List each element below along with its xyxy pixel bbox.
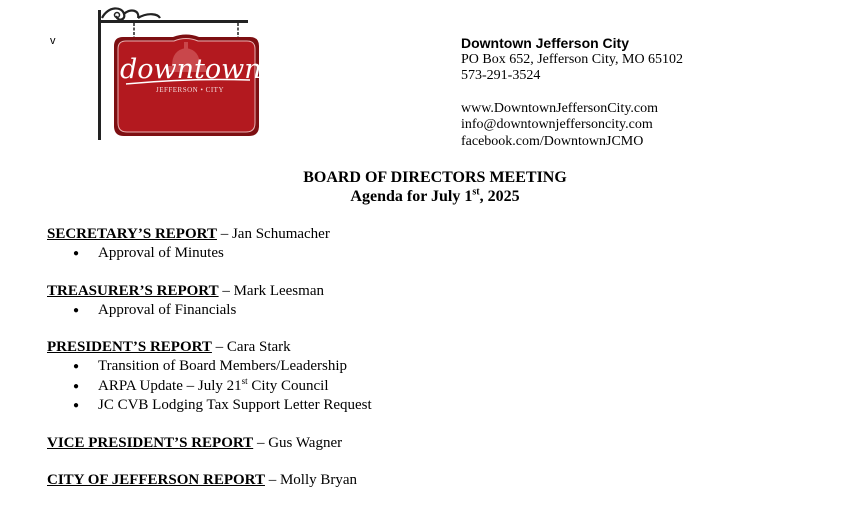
bullet-icon: ● (73, 380, 80, 392)
section-secretary-report (47, 225, 807, 264)
list-item: ● JC CVB Lodging Tax Support Letter Request (47, 396, 807, 416)
section-presenter: – Molly Bryan (264, 471, 358, 488)
bullet-icon: ● (73, 304, 80, 316)
section-heading: SECRETARY’S REPORT (47, 226, 217, 242)
address: PO Box 652, Jefferson City, MO 65102 (461, 51, 684, 67)
logo-sub-text: JEFFERSON • CITY (155, 86, 225, 94)
section-city-of-jefferson-report (47, 471, 807, 490)
email-link[interactable]: info@downtownjeffersoncity.com (461, 117, 653, 132)
section-heading: TREASURER’S REPORT (47, 282, 219, 299)
bullet-icon: ● (73, 248, 80, 259)
org-name: Downtown Jefferson City (461, 35, 630, 51)
item-list (47, 244, 807, 264)
bullet-icon: ● (73, 400, 80, 411)
section-heading: CITY OF JEFFERSON REPORT (47, 471, 265, 488)
section-treasurer-report (47, 282, 807, 321)
section-vice-president-report (47, 434, 807, 453)
list-item: ● Approval of Financials (47, 301, 807, 321)
downtown-logo (78, 4, 268, 144)
item-list (47, 301, 807, 321)
bullet-icon: ● (73, 361, 80, 372)
item-list (47, 357, 807, 416)
title-line-1: BOARD OF DIRECTORS MEETING (303, 169, 567, 186)
facebook-link[interactable]: facebook.com/DowntownJCMO (461, 133, 644, 149)
section-presenter: – Jan Schumacher (216, 226, 330, 242)
section-presenter: – Gus Wagner (253, 434, 343, 451)
contact-block (461, 35, 683, 150)
list-item: ● Transition of Board Members/Leadership (47, 357, 807, 377)
section-president-report (47, 338, 807, 416)
phone: 573-291-3524 (461, 68, 541, 83)
section-heading: PRESIDENT’S REPORT (47, 339, 212, 355)
logo-main-text: downtown (120, 54, 262, 85)
agenda (47, 225, 807, 508)
list-item: ● ARPA Update – July 21st City Council (47, 377, 807, 397)
list-item: ● Approval of Minutes (47, 244, 807, 264)
section-presenter: – Mark Leesman (218, 282, 324, 299)
website-link[interactable]: www.DowntownJeffersonCity.com (461, 100, 659, 116)
document-title (0, 168, 850, 206)
section-presenter: – Cara Stark (211, 339, 291, 355)
section-heading: VICE PRESIDENT’S REPORT (47, 434, 254, 451)
stray-mark: v (50, 35, 56, 47)
title-line-2: Agenda for July 1st, 2025 (350, 186, 520, 205)
